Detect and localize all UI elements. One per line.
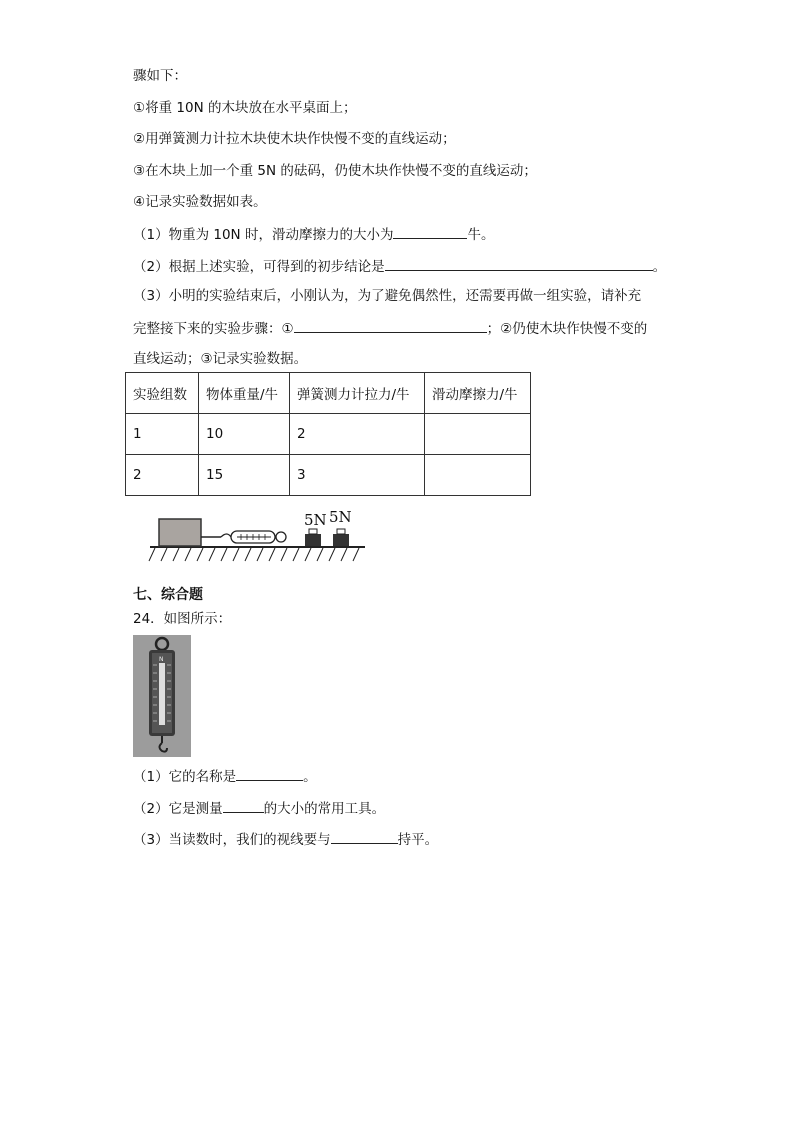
- table-cell: [425, 455, 531, 496]
- question-24-3-suffix: 持平。: [397, 832, 439, 848]
- question-24-1-text: （1）它的名称是: [133, 769, 237, 785]
- table-header-cell: 物体重量/牛: [199, 373, 290, 414]
- table-cell: 1: [126, 414, 199, 455]
- weight-label-2: 5N: [329, 508, 352, 526]
- question-2-text: （2）根据上述实验，可得到的初步结论是: [133, 259, 385, 275]
- question-3-line-2: [133, 318, 647, 338]
- spring-scale-hook: [221, 534, 231, 537]
- line-step-1: ①将重 10N 的木块放在水平桌面上；: [133, 100, 357, 116]
- table-cell: 2: [290, 414, 425, 455]
- question-2: [133, 256, 666, 276]
- question-24-2-suffix: 的大小的常用工具。: [263, 801, 386, 817]
- question-24-2-text: （2）它是测量: [133, 801, 223, 817]
- scale-unit-label: N: [159, 656, 164, 663]
- table-cell: 2: [126, 455, 199, 496]
- answer-blank[interactable]: [236, 766, 303, 781]
- table-header-row: [126, 373, 531, 414]
- question-3-line-3: 直线运动；③记录实验数据。: [133, 351, 308, 367]
- question-24-3-text: （3）当读数时，我们的视线要与: [133, 832, 331, 848]
- friction-experiment-figure: [145, 507, 370, 573]
- question-1: [133, 224, 494, 244]
- table-cell: 3: [290, 455, 425, 496]
- line-step-2: ②用弹簧测力计拉木块使木块作快慢不变的直线运动；: [133, 131, 456, 147]
- question-3-line-1: （3）小明的实验结束后，小刚认为，为了避免偶然性，还需要再做一组实验，请补充: [133, 288, 642, 304]
- spring-scale-photo: [133, 635, 191, 757]
- answer-blank[interactable]: [223, 798, 264, 813]
- question-24-2: [133, 798, 385, 818]
- table-header-cell: 滑动摩擦力/牛: [425, 373, 531, 414]
- weight-5n-2: [333, 529, 349, 546]
- surface-hatching: [149, 548, 359, 561]
- question-24: 24．如图所示：: [133, 611, 232, 627]
- spring-scale-ring: [276, 532, 286, 542]
- answer-blank[interactable]: [385, 256, 653, 271]
- answer-blank[interactable]: [393, 224, 467, 239]
- answer-blank[interactable]: [331, 829, 398, 844]
- question-24-3: [133, 829, 438, 849]
- question-24-1-suffix: 。: [303, 769, 317, 785]
- table-cell: 10: [199, 414, 290, 455]
- weight-5n-1: [305, 529, 321, 546]
- weight-label-1: 5N: [304, 511, 327, 529]
- section-heading: 七、综合题: [133, 587, 203, 603]
- line-steps-intro: 骤如下：: [133, 68, 187, 84]
- table-row: [126, 455, 531, 496]
- question-1-text: （1）物重为 10N 时，滑动摩擦力的大小为: [133, 227, 394, 243]
- wooden-block: [159, 519, 201, 546]
- table-cell: [425, 414, 531, 455]
- question-2-suffix: 。: [652, 259, 667, 275]
- line-step-4: ④记录实验数据如表。: [133, 194, 267, 210]
- line-step-3: ③在木块上加一个重 5N 的砝码，仍使木块作快慢不变的直线运动；: [133, 163, 537, 179]
- table-header-cell: 实验组数: [126, 373, 199, 414]
- data-table: [125, 372, 531, 496]
- question-24-1: [133, 766, 317, 786]
- table-cell: 15: [199, 455, 290, 496]
- question-1-suffix: 牛。: [467, 227, 495, 243]
- answer-blank[interactable]: [294, 318, 487, 333]
- question-3-text: 完整接下来的实验步骤：①: [133, 321, 294, 337]
- table-row: [126, 414, 531, 455]
- question-3-suffix: ；②仍使木块作快慢不变的: [486, 321, 648, 337]
- table-header-cell: 弹簧测力计拉力/牛: [290, 373, 425, 414]
